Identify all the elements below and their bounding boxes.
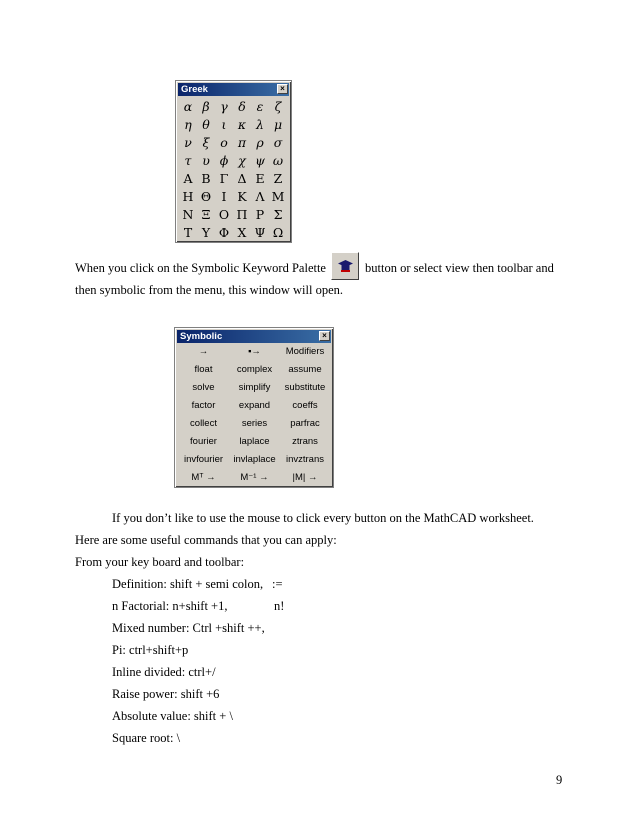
symbolic-button-5[interactable]: assume [288,364,322,375]
paragraph-2: If you don’t like to use the mouse to click every button on the MathCAD worksheet. [112,511,534,525]
greek-lower-18[interactable]: τ [184,153,192,168]
greek-lower-1[interactable]: β [202,99,210,114]
greek-upper-12[interactable]: Ν [182,207,194,222]
greek-lower-0[interactable]: α [183,99,193,114]
greek-upper-4[interactable]: Ε [255,171,265,186]
symbolic-button-8[interactable]: substitute [284,382,326,393]
symbolic-button-17[interactable]: ztrans [292,436,318,447]
greek-lower-21[interactable]: χ [238,153,246,168]
symbolic-button-7[interactable]: simplify [238,382,271,393]
symbolic-button-14[interactable]: parfrac [290,418,320,429]
greek-palette [175,80,292,243]
greek-lower-10[interactable]: λ [256,117,264,132]
greek-lower-11[interactable]: μ [273,117,283,132]
greek-upper-0[interactable]: Α [183,171,193,186]
symbolic-button-21[interactable]: Mᵀ → [191,472,216,483]
symbolic-button-2[interactable]: Modifiers [285,346,325,357]
symbolic-button-grid [178,343,330,487]
greek-upper-5[interactable]: Ζ [273,171,283,186]
greek-upper-18[interactable]: Τ [183,225,193,240]
symbolic-button-20[interactable]: invztrans [285,454,324,465]
symbolic-button-13[interactable]: series [241,418,268,429]
command-result-1: n! [274,599,285,613]
greek-lower-9[interactable]: κ [237,117,247,132]
greek-lower-6[interactable]: η [184,117,192,132]
symbolic-button-3[interactable]: float [194,364,213,375]
command-label-1: n Factorial: n+shift +1, [112,599,228,613]
symbolic-palette-title: Symbolic [180,331,223,342]
symbolic-button-10[interactable]: expand [238,400,271,411]
greek-upper-9[interactable]: Κ [237,189,247,204]
greek-upper-20[interactable]: Φ [218,225,230,240]
symbolic-button-23[interactable]: |M| → [292,472,318,483]
command-result-0: := [272,577,283,591]
greek-lower-12[interactable]: ν [184,135,192,150]
greek-upper-14[interactable]: Ο [218,207,230,222]
symbolic-close-button[interactable]: × [319,331,330,341]
mortarboard-icon [338,260,353,272]
command-label-0: Definition: shift + semi colon, [112,577,264,591]
greek-close-button[interactable]: × [277,84,288,94]
symbolic-button-19[interactable]: invlaplace [233,454,276,465]
greek-upper-10[interactable]: Λ [255,189,265,204]
command-label-7: Square root: \ [112,731,181,745]
symbolic-button-22[interactable]: M⁻¹ → [240,472,269,483]
greek-lower-15[interactable]: π [237,135,247,150]
symbolic-button-0[interactable]: → [198,346,209,357]
command-label-2: Mixed number: Ctrl +shift ++, [112,621,265,635]
symbolic-palette [174,327,334,488]
greek-upper-7[interactable]: Θ [200,189,212,204]
symbolic-palette-titlebar[interactable] [177,330,331,343]
greek-upper-2[interactable]: Γ [219,171,229,186]
greek-upper-21[interactable]: Χ [237,225,247,240]
symbolic-button-6[interactable]: solve [192,382,215,393]
symbolic-button-1[interactable]: ▪→ [248,346,261,357]
greek-upper-16[interactable]: Ρ [255,207,265,222]
greek-upper-1[interactable]: Β [201,171,211,186]
greek-palette-titlebar[interactable] [178,83,289,96]
greek-upper-6[interactable]: Η [182,189,194,204]
greek-lower-2[interactable]: γ [220,99,228,114]
greek-upper-15[interactable]: Π [236,207,248,222]
greek-lower-17[interactable]: σ [273,135,283,150]
symbolic-button-18[interactable]: invfourier [183,454,224,465]
greek-upper-3[interactable]: Δ [237,171,247,186]
greek-upper-11[interactable]: Μ [271,189,285,204]
greek-upper-23[interactable]: Ω [272,225,284,240]
greek-lower-7[interactable]: θ [202,117,210,132]
greek-upper-17[interactable]: Σ [273,207,283,222]
paragraph-3: Here are some useful commands that you can apply: [75,533,337,547]
symbolic-button-9[interactable]: factor [191,400,216,411]
intro-line-1b: button or select view then toolbar and [365,261,554,275]
page-number: 9 [556,773,563,787]
greek-upper-22[interactable]: Ψ [254,225,266,240]
greek-lower-23[interactable]: ω [272,153,284,168]
greek-lower-3[interactable]: δ [238,99,246,114]
symbolic-button-11[interactable]: coeffs [292,400,318,411]
intro-line-2: then symbolic from the menu, this window will open. [75,283,344,297]
greek-palette-title: Greek [181,84,208,95]
greek-lower-22[interactable]: ψ [255,153,265,168]
command-label-4: Inline divided: ctrl+/ [112,665,216,679]
command-label-6: Absolute value: shift + \ [112,709,233,723]
greek-upper-13[interactable]: Ξ [201,207,211,222]
symbolic-button-16[interactable]: laplace [239,436,270,447]
command-label-5: Raise power: shift +6 [112,687,220,701]
greek-upper-8[interactable]: Ι [221,189,227,204]
greek-lower-14[interactable]: ο [220,135,228,150]
greek-lower-8[interactable]: ι [221,117,227,132]
greek-lower-4[interactable]: ε [256,99,264,114]
paragraph-4: From your key board and toolbar: [75,555,245,569]
symbolic-button-12[interactable]: collect [190,418,217,429]
greek-lower-16[interactable]: ρ [256,135,264,150]
intro-line-1a: When you click on the Symbolic Keyword Palette [75,261,326,275]
symbolic-button-4[interactable]: complex [236,364,273,375]
greek-lower-19[interactable]: υ [202,153,210,168]
greek-upper-19[interactable]: Υ [201,225,211,240]
command-label-3: Pi: ctrl+shift+p [112,643,189,657]
greek-lower-20[interactable]: ϕ [219,153,229,168]
greek-lower-13[interactable]: ξ [202,135,210,150]
symbolic-button-15[interactable]: fourier [190,436,217,447]
symbolic-keyword-palette-button [331,252,359,280]
greek-lower-5[interactable]: ζ [274,99,282,114]
greek-symbol-grid [179,98,287,242]
